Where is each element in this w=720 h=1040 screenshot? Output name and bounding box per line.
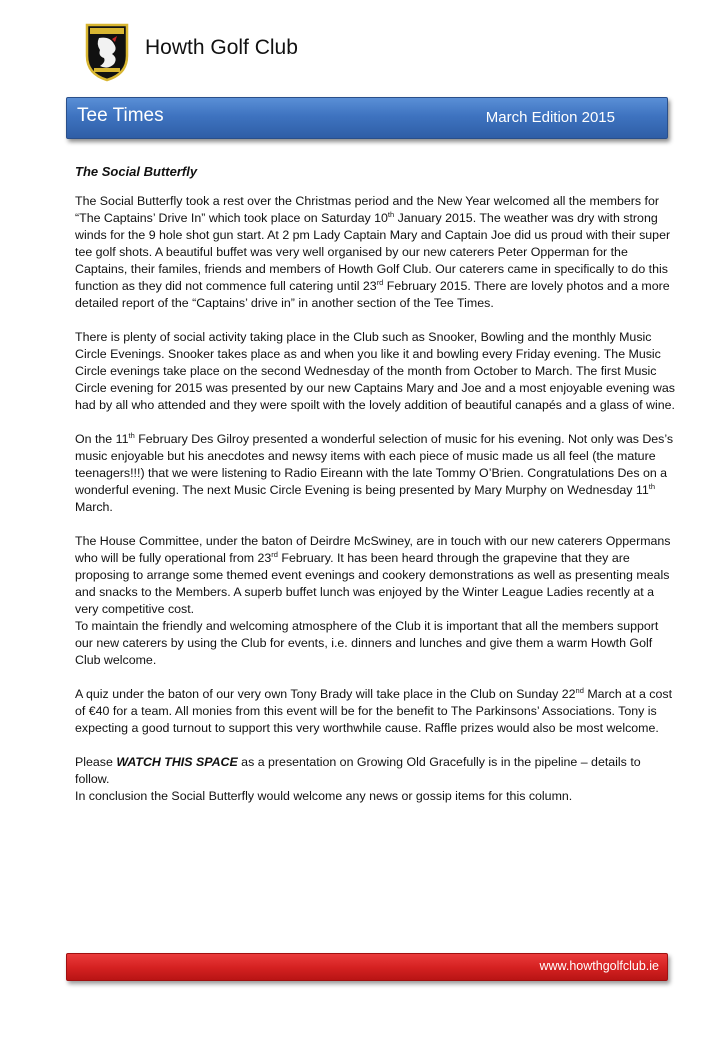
club-name: Howth Golf Club [145,36,298,59]
article-body [75,163,675,805]
paragraph-music-circle: On the 11th February Des Gilroy presented a wonderful selection of music for his evening. Not only was Des’s music enjoyable but his anecdotes and newsy items with each piece of music made us all feel (the mature teenagers!!!) that we were listening to Radio Eireann with the late Tommy O’Brien. Congratulations Des on a wonderful evening. The next Music Circle Evening is being presented by Mary Murphy on Wednesday 11th March. [75,430,674,514]
article-heading: The Social Butterfly [75,164,198,179]
website-link[interactable]: www.howthgolfclub.ie [539,959,659,973]
edition-label: March Edition 2015 [485,109,615,126]
paragraph-watch-this-space: Please WATCH THIS SPACE as a presentation on Growing Old Gracefully is in the pipeline – details to follow. [75,755,641,786]
footer-banner [66,953,668,981]
paragraph-captains-drive-in: The Social Butterfly took a rest over the Christmas period and the New Year welcomed all the members for “The Captains’ Drive In” which took place on Saturday 10th January 2015. The weather was dry with strong winds for the 9 hole shot gun start. At 2 pm Lady Captain Mary and Captain Joe did us proud with their super tee golf shots. A beautiful buffet was very well organised by our new caterers Peter Opperman for the Captains, their familes, friends and members of Howth Golf Club. Our caterers came in specifically to do this function as they did not commence full catering until 23rd February 2015. There are lovely photos and a more detailed report of the “Captains’ drive in” in another section of the Tee Times. [75,194,671,310]
paragraph-quiz: A quiz under the baton of our very own Tony Brady will take place in the Club on Sunday 22nd March at a cost of €40 for a team. All monies from this event will be for the benefit to The Parkinsons’ Associations. Tony is expecting a good turnout to support this very worthwhile cause. Raffle prizes would also be most welcome. [75,685,673,735]
newsletter-title: Tee Times [77,105,164,126]
paragraph-house-committee: The House Committee, under the baton of Deirdre McSwiney, are in touch with our new caterers Oppermans who will be fully operational from 23rd February. It has been heard through the grapevine that they are proposing to arrange some themed event evenings and cookery demonstrations as well as presenting meals and snacks to the Members. A superb buffet lunch was enjoyed by the Winter League Ladies recently at a very competitive cost. [75,534,671,616]
paragraph-conclusion: In conclusion the Social Butterfly would welcome any news or gossip items for this column. [75,789,573,803]
paragraph-support-caterers: To maintain the friendly and welcoming atmosphere of the Club it is important that all the members support our new caterers by using the Club for events, i.e. dinners and lunches and give them a warm Howth Golf Club welcome. [75,619,659,667]
title-banner [66,97,668,139]
paragraph-social-activity: There is plenty of social activity taking place in the Club such as Snooker, Bowling and the monthly Music Circle Evenings. Snooker takes place as and when you like it and bowling every Friday evening. The Music Circle evenings take place on the second Wednesday of the month from October to March. The first Music Circle evening for 2015 was presented by our new Captains Mary and Joe and a most enjoyable evening was had by all who attended and they were spoilt with the lovely addition of beautiful canapés and a glass of wine. [75,330,675,412]
club-crest-logo [84,22,130,82]
